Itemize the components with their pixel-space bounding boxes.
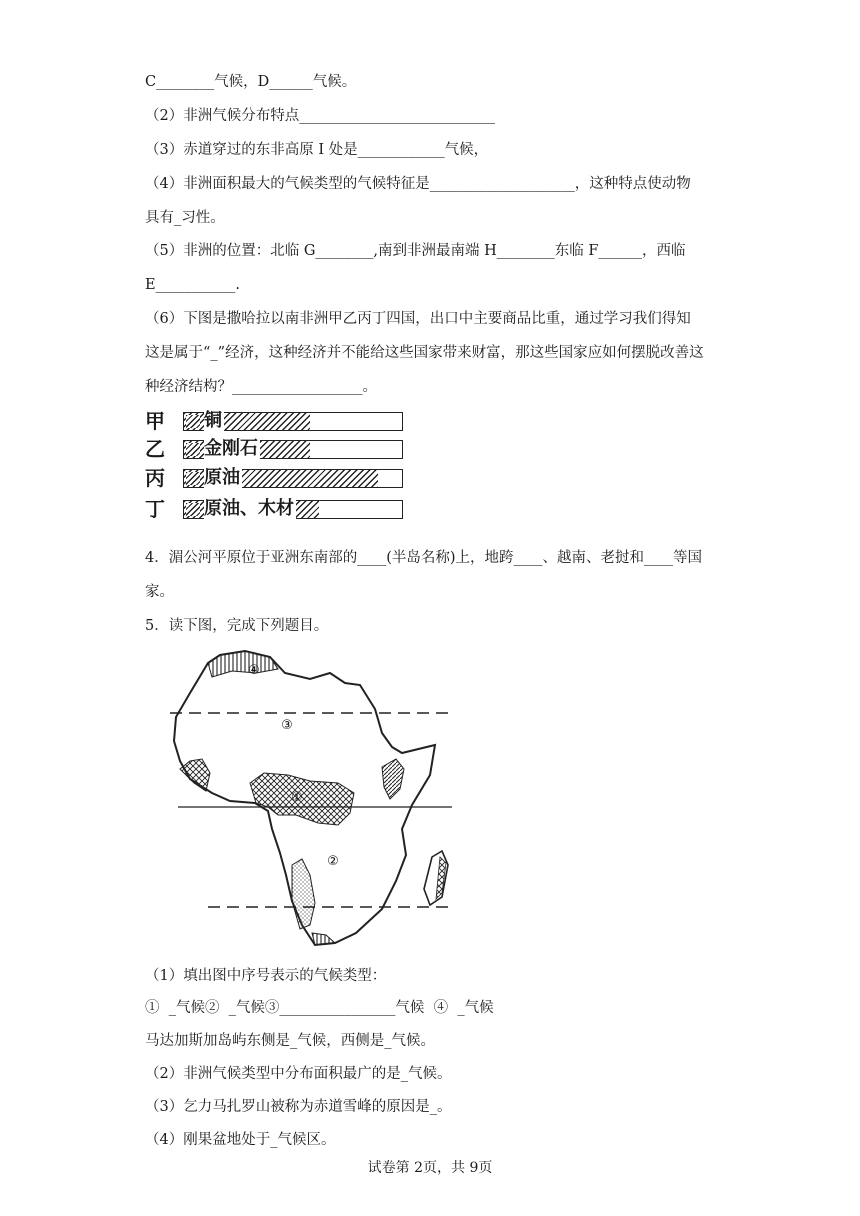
q3-item-4-cont: 具有_习性。 <box>145 210 225 226</box>
hatch-key-icon <box>186 415 200 428</box>
country-label: 甲 <box>145 409 165 433</box>
q5-item-4: （4）刚果盆地处于_气候区。 <box>145 1132 336 1148</box>
export-row <box>143 466 413 490</box>
hatch-key-icon <box>186 443 200 456</box>
export-share-chart <box>143 405 413 527</box>
product-label: 原油、木材 <box>204 498 294 519</box>
export-row <box>143 497 413 521</box>
export-bar <box>183 500 403 519</box>
q5-item-1: （1）填出图中序号表示的气候类型： <box>145 968 387 984</box>
country-label: 丙 <box>145 466 165 490</box>
q3-item-6: （6）下图是撒哈拉以南非洲甲乙丙丁四国，出口中主要商品比重，通过学习我们得知 <box>145 311 691 327</box>
q5-item-3: （3）乞力马扎罗山被称为赤道雪峰的原因是_。 <box>145 1099 452 1115</box>
product-label: 原油 <box>204 467 240 488</box>
hatch-key-icon <box>186 503 200 516</box>
hatch-key-icon <box>186 472 200 485</box>
page-footer: 试卷第 2页，共 9页 <box>367 1160 493 1176</box>
question-4-cont: 家。 <box>145 584 174 600</box>
q3-item-4: （4）非洲面积最大的气候类型的气候特征是____________________，这种特点使动物 <box>145 176 691 192</box>
q3-item-5-cont: E___________. <box>145 277 240 293</box>
export-row <box>143 437 413 461</box>
export-bar <box>183 412 403 431</box>
q5-item-1-answers: ① _气候② _气候③________________气候 ④ _气候 <box>145 1000 494 1016</box>
q3-item-5: （5）非洲的位置：北临 G________,南到非洲最南端 H________东临 F______，西临 <box>145 243 686 259</box>
country-label: 丁 <box>145 497 165 521</box>
zone-label-4: ④ <box>248 663 260 678</box>
africa-climate-map <box>160 643 460 953</box>
export-bar <box>183 469 403 488</box>
zone-label-2: ② <box>327 854 339 869</box>
export-bar-fill <box>184 413 310 430</box>
q3-answer-line-c-d: C________气候，D______气候。 <box>145 74 357 90</box>
product-label: 铜 <box>204 410 222 431</box>
question-4: 4．湄公河平原位于亚洲东南部的____(半岛名称)上，地跨____、越南、老挝和____等国 <box>145 550 703 566</box>
q3-item-2: （2）非洲气候分布特点___________________________ <box>145 108 495 124</box>
export-row <box>143 409 413 433</box>
export-bar <box>183 440 403 459</box>
q5-item-2: （2）非洲气候类型中分布面积最广的是_气候。 <box>145 1066 452 1082</box>
country-label: 乙 <box>145 437 165 461</box>
question-5: 5．读下图，完成下列题目。 <box>145 618 329 634</box>
q5-madagascar: 马达加斯加岛屿东侧是_气候，西侧是_气候。 <box>145 1033 435 1049</box>
product-label: 金刚石 <box>204 438 258 459</box>
zone-label-1: ① <box>291 790 303 805</box>
q3-item-6-cont2: 种经济结构？__________________。 <box>145 379 377 395</box>
zone-label-3: ③ <box>281 718 293 733</box>
q3-item-3: （3）赤道穿过的东非高原 I 处是____________气候， <box>145 142 489 158</box>
q3-item-6-cont1: 这是属于“_”经济，这种经济并不能给这些国家带来财富，那这些国家应如何摆脱改善这 <box>145 345 704 361</box>
